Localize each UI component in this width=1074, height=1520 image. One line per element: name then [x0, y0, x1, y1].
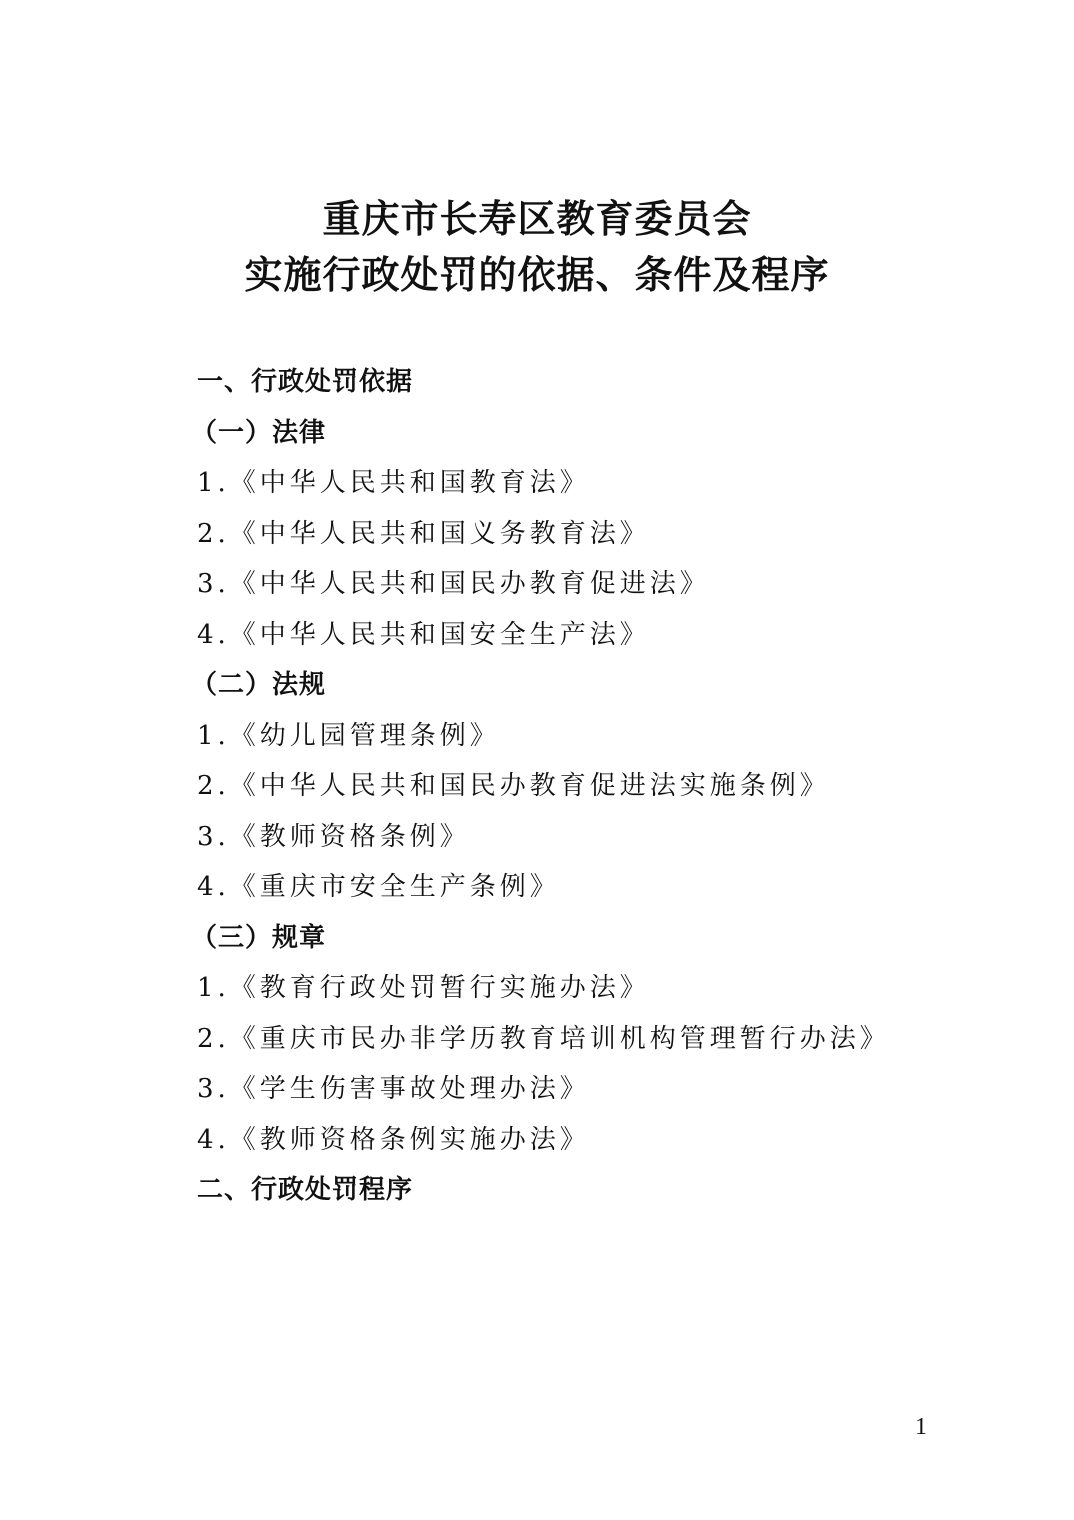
list-item: 3.《中华人民共和国民办教育促进法》 [197, 569, 710, 599]
list-item: 2.《重庆市民办非学历教育培训机构管理暂行办法》 [197, 1023, 890, 1054]
document-body [191, 366, 997, 1225]
section-heading-penalty-basis: 一、行政处罚依据 [197, 367, 414, 397]
list-item: 2.《中华人民共和国义务教育法》 [197, 518, 650, 549]
list-item: 1.《幼儿园管理条例》 [197, 720, 500, 751]
document-title-line-1: 重庆市长寿区教育委员会 [322, 196, 752, 241]
list-item: 3.《教师资格条例》 [197, 821, 470, 852]
list-item: 2.《中华人民共和国民办教育促进法实施条例》 [197, 771, 830, 801]
subsection-heading-rules: （三）规章 [191, 922, 327, 953]
page-number: 1 [915, 1414, 927, 1440]
list-item: 4.《中华人民共和国安全生产法》 [197, 619, 650, 650]
list-item: 4.《重庆市安全生产条例》 [197, 872, 560, 902]
subsection-heading-laws: （一）法律 [191, 417, 327, 448]
subsection-heading-regulations: （二）法规 [191, 670, 327, 700]
list-item: 4.《教师资格条例实施办法》 [197, 1124, 590, 1155]
list-item: 1.《中华人民共和国教育法》 [197, 468, 590, 498]
document-title-line-2: 实施行政处罚的依据、条件及程序 [244, 252, 830, 297]
section-heading-penalty-procedure: 二、行政处罚程序 [197, 1175, 414, 1205]
list-item: 3.《学生伤害事故处理办法》 [197, 1074, 590, 1104]
list-item: 1.《教育行政处罚暂行实施办法》 [197, 973, 650, 1003]
